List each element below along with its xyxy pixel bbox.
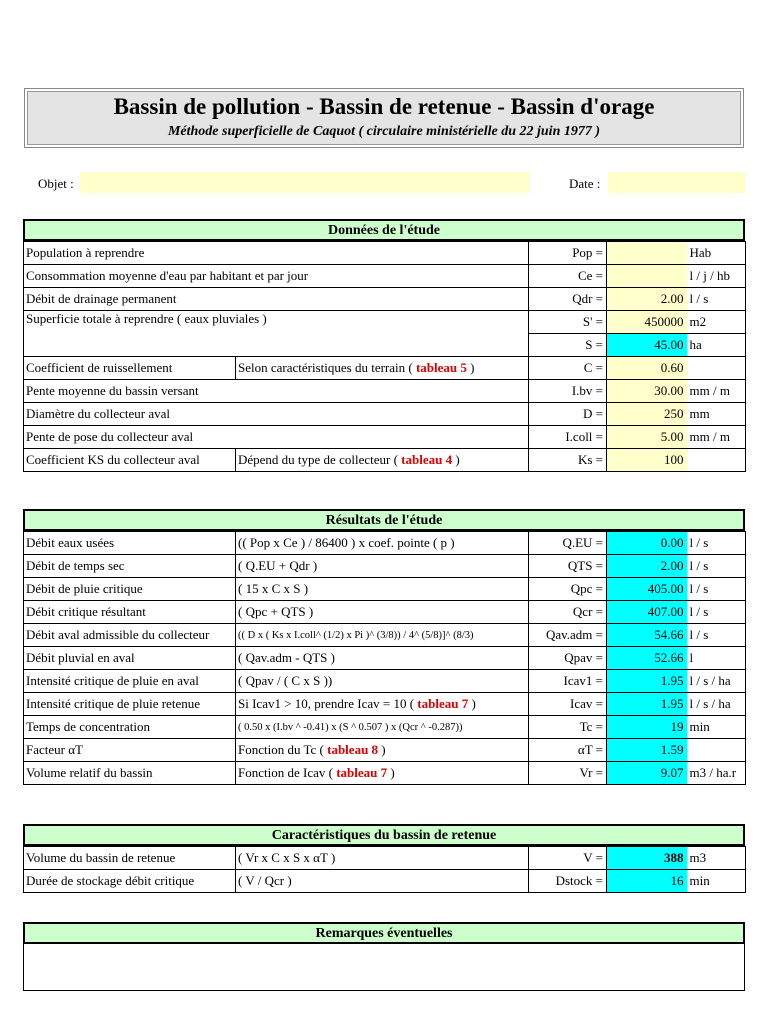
row-symbol: I.coll =: [529, 426, 607, 449]
row-unit: [687, 357, 746, 380]
row-formula: [236, 647, 529, 670]
row-unit: l / s / ha: [687, 670, 746, 693]
row-label: Intensité critique de pluie retenue: [24, 693, 236, 716]
row-label: Pente de pose du collecteur aval: [24, 426, 529, 449]
row-symbol: Pop =: [529, 242, 607, 265]
row-formula: [236, 670, 529, 693]
row-unit: Hab: [687, 242, 746, 265]
formula-text: (( Pop x Ce ) / 86400 ) x coef. pointe ( p ): [238, 535, 455, 550]
table-reference: tableau 4: [401, 452, 453, 467]
row-formula: [236, 578, 529, 601]
row-formula: [236, 870, 529, 893]
row-unit: m3 / ha.r: [687, 762, 746, 785]
row-label: Volume du bassin de retenue: [24, 847, 236, 870]
page-title: Bassin de pollution - Bassin de retenue - Bassin d'orage: [113, 94, 655, 119]
formula-text: (( D x ( Ks x I.coll^ (1/2) x Pi )^ (3/8)) / 4^ (5/8)]^ (8/3): [238, 629, 474, 641]
table-row: [24, 647, 746, 670]
table-reference: tableau 7: [417, 696, 469, 711]
row-symbol: I.bv =: [529, 380, 607, 403]
formula-text: Fonction de Icav (: [238, 765, 333, 780]
table-row: [24, 739, 746, 762]
row-value[interactable]: 2.00: [607, 288, 687, 311]
row-label: Coefficient de ruissellement: [24, 357, 236, 380]
row-formula: [236, 555, 529, 578]
title-box: [24, 88, 744, 148]
row-formula: [236, 847, 529, 870]
row-symbol: Ce =: [529, 265, 607, 288]
section-donnees: [23, 219, 745, 472]
formula-text: Si Icav1 > 10, prendre Icav = 10 (: [238, 696, 415, 711]
row-label: Coefficient KS du collecteur aval: [24, 449, 236, 472]
row-symbol: Qdr =: [529, 288, 607, 311]
row-value: 1.95: [607, 670, 687, 693]
row-label: Débit critique résultant: [24, 601, 236, 624]
table-row: [24, 555, 746, 578]
formula-text: Dépend du type de collecteur (: [238, 452, 398, 467]
table-row: [24, 762, 746, 785]
row-label: Débit aval admissible du collecteur: [24, 624, 236, 647]
row-symbol: Vr =: [529, 762, 607, 785]
table-row: [24, 670, 746, 693]
row-unit: m3: [687, 847, 746, 870]
row-label: Débit de temps sec: [24, 555, 236, 578]
section-title-donnees: Données de l'étude: [23, 219, 745, 241]
row-unit: l / s: [687, 555, 746, 578]
table-row: [24, 870, 746, 893]
table-row: [24, 403, 746, 426]
table-donnees: [23, 241, 746, 472]
row-unit: [687, 449, 746, 472]
table-reference: tableau 5: [415, 360, 467, 375]
row-symbol: Qpc =: [529, 578, 607, 601]
row-value: 45.00: [607, 334, 687, 357]
row-unit: mm: [687, 403, 746, 426]
table-row: [24, 242, 746, 265]
row-unit: l / s / ha: [687, 693, 746, 716]
formula-end: ): [455, 452, 460, 467]
row-value: 9.07: [607, 762, 687, 785]
formula-end: ): [381, 742, 386, 757]
row-value: 54.66: [607, 624, 687, 647]
row-label: Volume relatif du bassin: [24, 762, 236, 785]
row-label: Débit de drainage permanent: [24, 288, 529, 311]
row-value: 1.95: [607, 693, 687, 716]
row-symbol: S' =: [529, 311, 607, 334]
row-symbol: Qpav =: [529, 647, 607, 670]
section-resultats: [23, 509, 745, 785]
table-row: [24, 311, 746, 334]
section-title-remarques: Remarques éventuelles: [23, 922, 745, 944]
row-label: Consommation moyenne d'eau par habitant et par jour: [24, 265, 529, 288]
row-formula: [236, 624, 529, 647]
table-resultats: [23, 531, 746, 785]
row-formula: [236, 601, 529, 624]
row-label: Facteur αT: [24, 739, 236, 762]
row-unit: mm / m: [687, 426, 746, 449]
row-value[interactable]: 250: [607, 403, 687, 426]
table-row: [24, 265, 746, 288]
row-formula: [236, 716, 529, 739]
row-value: 19: [607, 716, 687, 739]
row-symbol: αT =: [529, 739, 607, 762]
row-symbol: V =: [529, 847, 607, 870]
section-caracteristiques: [23, 824, 745, 893]
row-unit: l / j / hb: [687, 265, 746, 288]
row-unit: l / s: [687, 532, 746, 555]
row-symbol: S =: [529, 334, 607, 357]
row-label: Débit eaux usées: [24, 532, 236, 555]
objet-input[interactable]: [80, 172, 530, 193]
formula-end: ): [470, 360, 475, 375]
formula-text: ( 15 x C x S ): [238, 581, 309, 596]
row-symbol: Ks =: [529, 449, 607, 472]
formula-text: ( Qpc + QTS ): [238, 604, 314, 619]
remarques-input[interactable]: [23, 944, 745, 991]
row-value: 16: [607, 870, 687, 893]
row-unit: min: [687, 716, 746, 739]
row-value[interactable]: 450000: [607, 311, 687, 334]
row-value[interactable]: [607, 242, 687, 265]
table-reference: tableau 7: [336, 765, 388, 780]
formula-text: Selon caractéristiques du terrain (: [238, 360, 413, 375]
row-unit: min: [687, 870, 746, 893]
table-caracteristiques: [23, 846, 746, 893]
row-value[interactable]: [607, 265, 687, 288]
table-row: [24, 288, 746, 311]
date-label: Date :: [569, 176, 601, 191]
table-row: [24, 357, 746, 380]
row-value[interactable]: 0.60: [607, 357, 687, 380]
section-title-resultats: Résultats de l'étude: [23, 509, 745, 531]
row-formula: [236, 357, 529, 380]
row-value[interactable]: 100: [607, 449, 687, 472]
formula-end: ): [390, 765, 395, 780]
row-symbol: Dstock =: [529, 870, 607, 893]
table-reference: tableau 8: [327, 742, 379, 757]
row-unit: [687, 739, 746, 762]
table-row: [24, 532, 746, 555]
row-unit: l / s: [687, 288, 746, 311]
row-unit: ha: [687, 334, 746, 357]
row-value: 52.66: [607, 647, 687, 670]
table-row: [24, 601, 746, 624]
row-symbol: Icav1 =: [529, 670, 607, 693]
formula-text: ( 0.50 x (I.bv ^ -0.41) x (S ^ 0.507 ) x (Qcr ^ -0.287)): [238, 721, 463, 733]
row-formula: [236, 693, 529, 716]
formula-text: ( Vr x C x S x αT ): [238, 850, 336, 865]
row-label: Intensité critique de pluie en aval: [24, 670, 236, 693]
section-title-caracteristiques: Caractéristiques du bassin de retenue: [23, 824, 745, 846]
date-input[interactable]: [608, 172, 745, 193]
row-symbol: Icav =: [529, 693, 607, 716]
objet-label: Objet :: [38, 176, 74, 191]
row-label: Superficie totale à reprendre ( eaux pluviales ): [24, 311, 529, 357]
row-value: 0.00: [607, 532, 687, 555]
row-symbol: QTS =: [529, 555, 607, 578]
table-row: [24, 847, 746, 870]
row-unit: l / s: [687, 601, 746, 624]
row-unit: l: [687, 647, 746, 670]
section-remarques: [23, 922, 745, 991]
row-unit: l / s: [687, 578, 746, 601]
table-row: [24, 624, 746, 647]
row-symbol: D =: [529, 403, 607, 426]
table-row: [24, 426, 746, 449]
row-value: 407.00: [607, 601, 687, 624]
table-row: [24, 693, 746, 716]
row-symbol: Qcr =: [529, 601, 607, 624]
row-label: Diamètre du collecteur aval: [24, 403, 529, 426]
row-symbol: Q.EU =: [529, 532, 607, 555]
row-symbol: Tc =: [529, 716, 607, 739]
table-row: [24, 380, 746, 403]
formula-text: Fonction du Tc (: [238, 742, 324, 757]
row-unit: l / s: [687, 624, 746, 647]
row-label: Pente moyenne du bassin versant: [24, 380, 529, 403]
formula-text: ( Qpav / ( C x S )): [238, 673, 333, 688]
row-value: 2.00: [607, 555, 687, 578]
row-label: Débit de pluie critique: [24, 578, 236, 601]
row-symbol: Qav.adm =: [529, 624, 607, 647]
row-label: Temps de concentration: [24, 716, 236, 739]
row-formula: [236, 449, 529, 472]
row-label: Population à reprendre: [24, 242, 529, 265]
formula-end: ): [471, 696, 476, 711]
formula-text: ( V / Qcr ): [238, 873, 292, 888]
row-formula: [236, 739, 529, 762]
row-unit: mm / m: [687, 380, 746, 403]
row-label: Durée de stockage débit critique: [24, 870, 236, 893]
row-formula: [236, 762, 529, 785]
row-value: 405.00: [607, 578, 687, 601]
table-row: [24, 578, 746, 601]
row-value[interactable]: 5.00: [607, 426, 687, 449]
page-subtitle: Méthode superficielle de Caquot ( circulaire ministérielle du 22 juin 1977 ): [167, 124, 601, 139]
row-symbol: C =: [529, 357, 607, 380]
formula-text: ( Qav.adm - QTS ): [238, 650, 335, 665]
row-value: 388: [607, 847, 687, 870]
row-formula: [236, 532, 529, 555]
row-label: Débit pluvial en aval: [24, 647, 236, 670]
row-value: 1.59: [607, 739, 687, 762]
formula-text: ( Q.EU + Qdr ): [238, 558, 318, 573]
table-row: [24, 716, 746, 739]
row-value[interactable]: 30.00: [607, 380, 687, 403]
table-row: [24, 449, 746, 472]
row-unit: m2: [687, 311, 746, 334]
